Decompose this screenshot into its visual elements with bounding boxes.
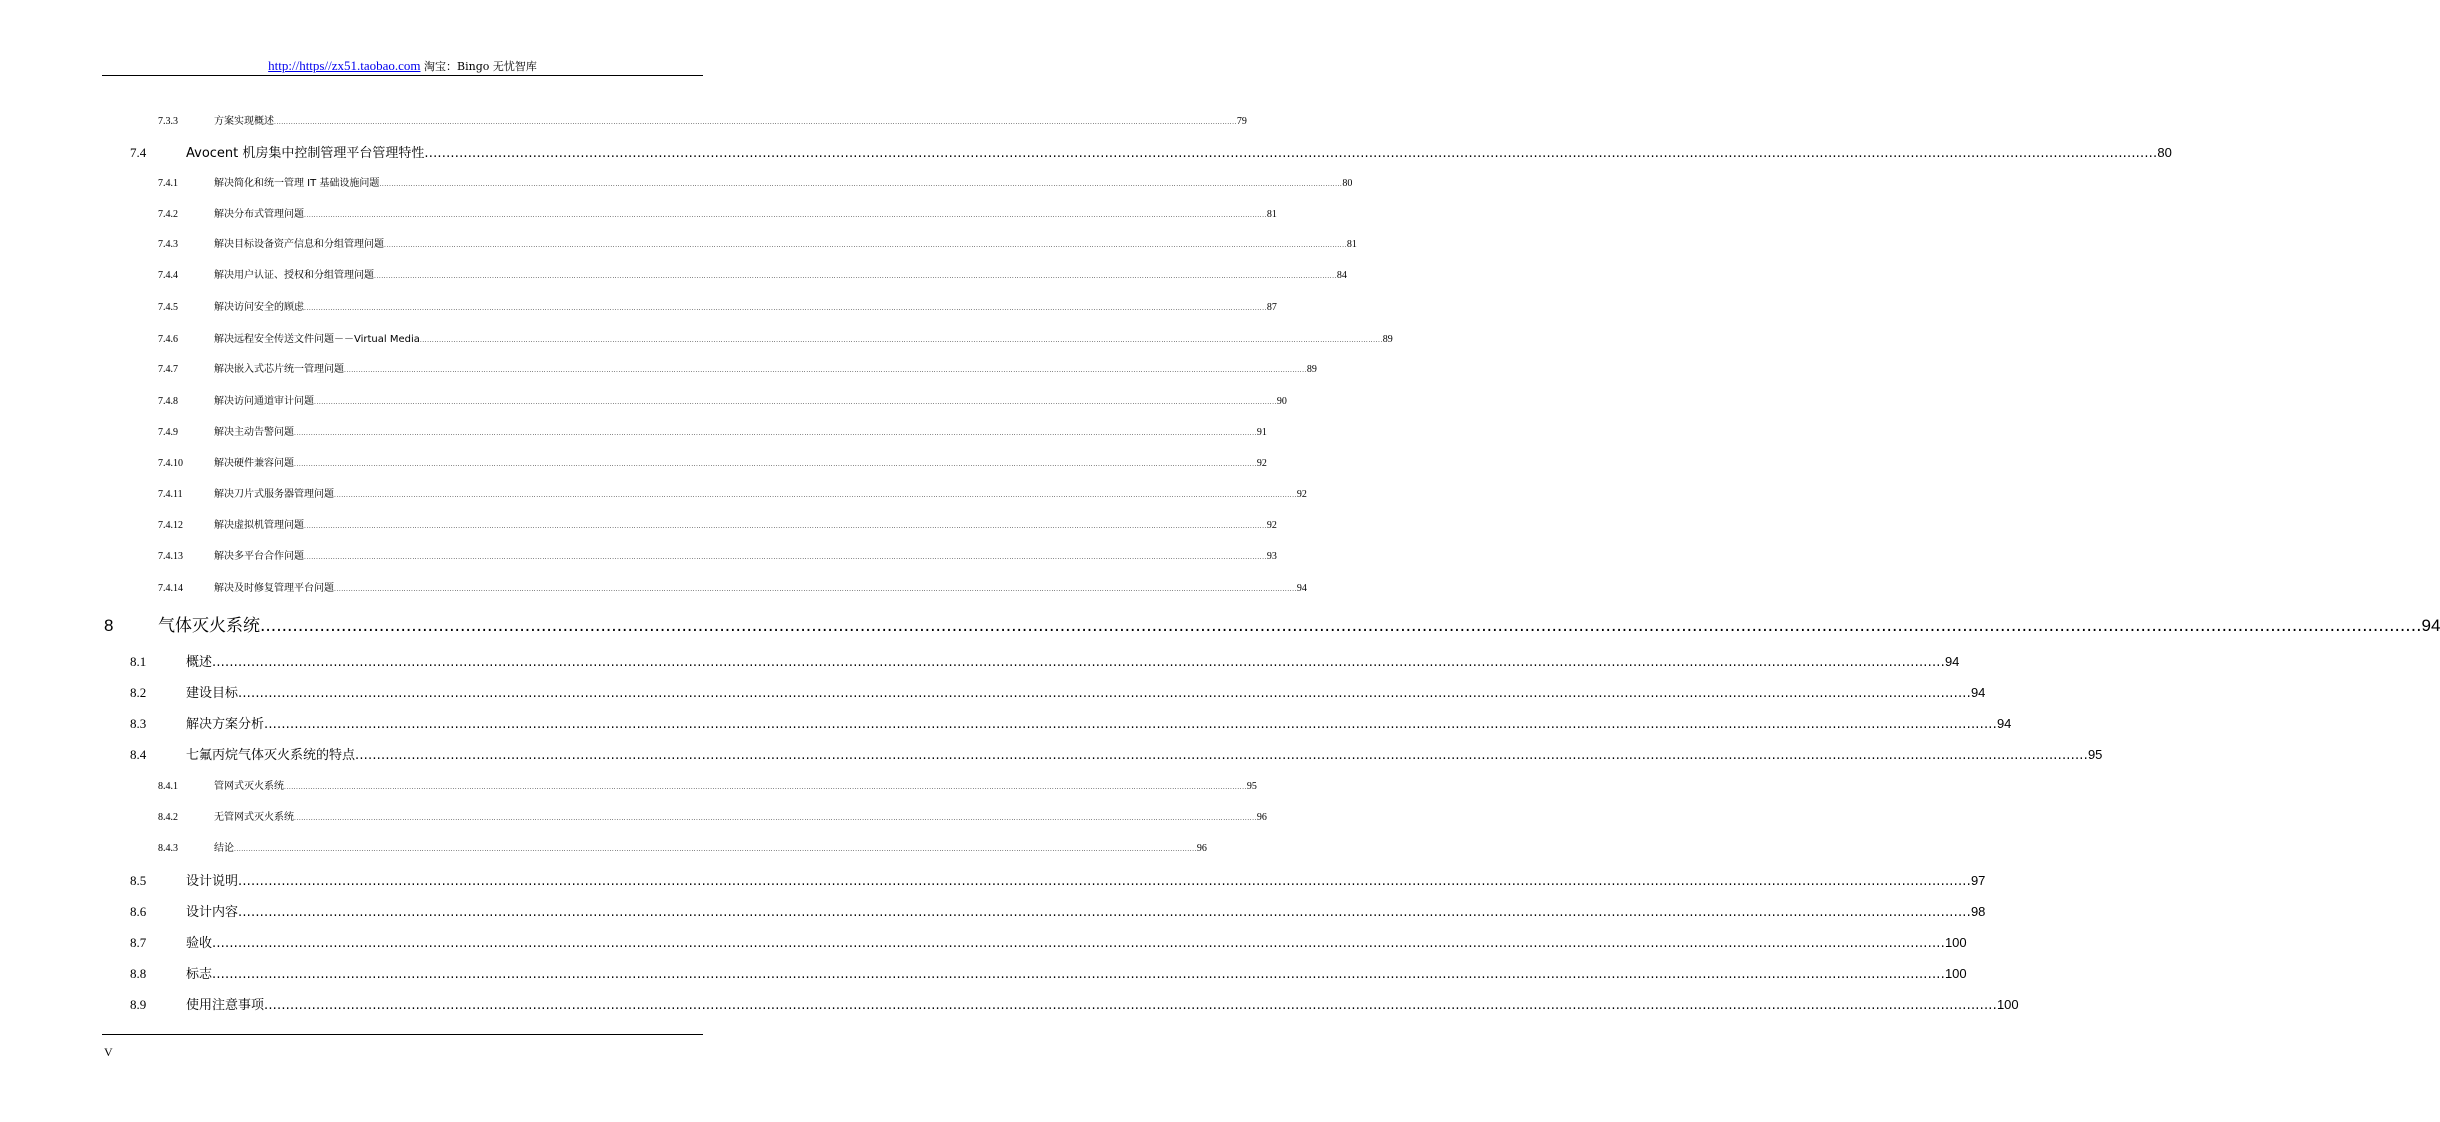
- toc-entry[interactable]: [0, 934, 1967, 952]
- page-header: [102, 57, 703, 75]
- toc-entry[interactable]: [0, 715, 2012, 733]
- toc-entry-leader: ................................................................................................................................................................................................................................................................................................................................................................................................................: [238, 905, 1971, 920]
- toc-entry-leader: ................................................................................................................................................................................................................................................................................................................................................................................................................: [304, 554, 1267, 561]
- toc-entry-title-line: [214, 780, 1257, 795]
- toc-entry-title-line: [186, 684, 1986, 703]
- toc-entry-title-line: [214, 363, 1317, 378]
- toc-entry-title-line: [214, 842, 1207, 857]
- toc-entry-leader: ................................................................................................................................................................................................................................................................................................................................................................................................................: [314, 399, 1277, 406]
- toc-entry-title: 解决访问安全的顾虑: [214, 302, 304, 313]
- toc-entry-number: 8.5: [130, 873, 147, 888]
- toc-entry-page: 97: [1970, 873, 1986, 888]
- toc-entry-leader: ................................................................................................................................................................................................................................................................................................................................................................................................................: [294, 815, 1257, 822]
- toc-entry-title: 验收: [186, 936, 213, 951]
- toc-entry-leader: ................................................................................................................................................................................................................................................................................................................................................................................................................: [379, 181, 1343, 188]
- toc-entry-leader: ................................................................................................................................................................................................................................................................................................................................................................................................................: [304, 523, 1267, 530]
- toc-entry-leader: ................................................................................................................................................................................................................................................................................................................................................................................................................: [264, 998, 1997, 1013]
- toc-entry-page: 92: [1256, 458, 1267, 469]
- footer-divider: [102, 1034, 703, 1035]
- toc-entry[interactable]: [0, 363, 1317, 377]
- toc-entry-title-line: [186, 965, 1967, 984]
- header-link[interactable]: http://https//zx51.taobao.com: [268, 58, 421, 73]
- toc-entry-page: 92: [1296, 489, 1307, 500]
- toc-entry-page: 94: [1296, 583, 1307, 594]
- toc-entry-title-line: [214, 208, 1277, 223]
- toc-entry-leader: ................................................................................................................................................................................................................................................................................................................................................................................................................: [260, 616, 2422, 636]
- toc-entry[interactable]: [0, 903, 1986, 921]
- toc-entry[interactable]: [0, 872, 1986, 890]
- toc-entry-number: 8.4.1: [158, 781, 178, 792]
- toc-entry-page: 92: [1266, 520, 1277, 531]
- toc-entry-title-line: [186, 996, 2019, 1015]
- toc-entry-leader: ................................................................................................................................................................................................................................................................................................................................................................................................................: [294, 430, 1257, 437]
- toc-entry-number: 7.4.3: [158, 239, 178, 250]
- toc-entry[interactable]: [0, 457, 1267, 471]
- toc-entry-leader: ................................................................................................................................................................................................................................................................................................................................................................................................................: [304, 212, 1267, 219]
- toc-entry-page: 100: [1944, 966, 1967, 981]
- toc-entry-title-line: [214, 177, 1353, 192]
- toc-entry-leader: ................................................................................................................................................................................................................................................................................................................................................................................................................: [424, 146, 2158, 161]
- toc-entry-title: 解决用户认证、授权和分组管理问题: [214, 270, 374, 281]
- toc-entry-number: 7.4.7: [158, 364, 178, 375]
- toc-entry-title: 气体灭火系统: [158, 616, 260, 636]
- toc-entry-number: 7.4.8: [158, 396, 178, 407]
- toc-entry-number: 8.1: [130, 654, 147, 669]
- header-text: 淘宝：Bingo 无忧智库: [420, 60, 537, 73]
- toc-entry-page: 98: [1970, 904, 1986, 919]
- toc-entry-title-line: [186, 903, 1986, 922]
- toc-entry-title: 解决主动告警问题: [214, 427, 294, 438]
- toc-entry-leader: ................................................................................................................................................................................................................................................................................................................................................................................................................: [374, 273, 1337, 280]
- toc-entry-leader: ................................................................................................................................................................................................................................................................................................................................................................................................................: [234, 846, 1197, 853]
- toc-entry-title-line: [214, 488, 1307, 503]
- toc-entry[interactable]: [0, 550, 1277, 564]
- toc-entry-title-line: [214, 811, 1267, 826]
- toc-entry-title-line: [214, 395, 1287, 410]
- toc-entry-number: 7.4.13: [158, 551, 183, 562]
- toc-entry[interactable]: [0, 684, 1986, 702]
- toc-entry-page: 87: [1266, 302, 1277, 313]
- header-divider: [102, 75, 703, 76]
- toc-entry-title: 解决方案分析: [186, 717, 265, 732]
- toc-entry-title: 无管网式灭火系统: [214, 812, 294, 823]
- toc-entry-number: 8.2: [130, 685, 147, 700]
- toc-entry-number: 7.4.2: [158, 209, 178, 220]
- toc-entry-title-line: [214, 426, 1267, 441]
- toc-entry[interactable]: [0, 301, 1277, 315]
- toc-entry-title-line: [214, 269, 1347, 284]
- toc-entry-title-line: [214, 550, 1277, 565]
- toc-entry[interactable]: [0, 996, 2019, 1014]
- toc-entry-number: 7.4.14: [158, 583, 183, 594]
- toc-entry-title-line: [186, 746, 2103, 765]
- toc-entry-title-line: [186, 872, 1986, 891]
- toc-entry[interactable]: [0, 177, 1353, 191]
- toc-entry-number: 7.4: [130, 145, 147, 160]
- toc-entry-title: 管网式灭火系统: [214, 781, 284, 792]
- toc-entry-page: 96: [1196, 843, 1207, 854]
- toc-entry-title: 解决简化和统一管理 IT 基础设施问题: [214, 178, 380, 189]
- toc-entry-title-line: [186, 653, 1960, 672]
- toc-entry-title-line: [186, 715, 2012, 734]
- toc-entry[interactable]: [0, 395, 1287, 409]
- toc-entry-leader: ................................................................................................................................................................................................................................................................................................................................................................................................................: [284, 784, 1247, 791]
- toc-entry-leader: ................................................................................................................................................................................................................................................................................................................................................................................................................: [212, 655, 1945, 670]
- toc-entry-leader: ................................................................................................................................................................................................................................................................................................................................................................................................................: [334, 492, 1297, 499]
- toc-entry[interactable]: [0, 333, 1393, 347]
- toc-entry[interactable]: [0, 615, 2440, 637]
- toc-entry-title: 方案实现概述: [214, 116, 274, 127]
- toc-entry-title: 标志: [186, 967, 213, 982]
- toc-entry[interactable]: [0, 582, 1307, 596]
- toc-entry[interactable]: [0, 144, 2172, 162]
- toc-entry-title: 解决多平台合作问题: [214, 551, 304, 562]
- toc-entry-number: 8: [104, 616, 114, 635]
- toc-entry-number: 7.4.11: [158, 489, 183, 500]
- toc-entry-title: 解决远程安全传送文件问题－－Virtual Media: [214, 334, 420, 345]
- toc-entry-page: 95: [1246, 781, 1257, 792]
- toc-entry-leader: ................................................................................................................................................................................................................................................................................................................................................................................................................: [238, 874, 1971, 889]
- toc-entry-page: 91: [1256, 427, 1267, 438]
- toc-entry-page: 80: [1342, 178, 1353, 189]
- toc-entry-page: 94: [1970, 685, 1986, 700]
- toc-entry-leader: ................................................................................................................................................................................................................................................................................................................................................................................................................: [294, 461, 1257, 468]
- toc-entry-number: 8.9: [130, 997, 147, 1012]
- toc-entry-title-line: [186, 144, 2172, 163]
- toc-entry-title: 解决刀片式服务器管理问题: [214, 489, 334, 500]
- toc-entry[interactable]: [0, 238, 1357, 252]
- toc-entry-title: 解决及时修复管理平台问题: [214, 583, 334, 594]
- toc-entry-number: 7.4.5: [158, 302, 178, 313]
- toc-entry-page: 96: [1256, 812, 1267, 823]
- toc-entry-title: 解决目标设备资产信息和分组管理问题: [214, 239, 384, 250]
- toc-entry[interactable]: [0, 842, 1207, 856]
- toc-entry-title-line: [214, 238, 1357, 253]
- toc-entry-number: 7.3.3: [158, 116, 178, 127]
- toc-entry-page: 100: [1996, 997, 2019, 1012]
- toc-entry-leader: ................................................................................................................................................................................................................................................................................................................................................................................................................: [304, 305, 1267, 312]
- toc-entry[interactable]: [0, 115, 1247, 129]
- toc-entry-number: 7.4.4: [158, 270, 178, 281]
- toc-entry-number: 8.8: [130, 966, 147, 981]
- toc-entry-number: 8.4.3: [158, 843, 178, 854]
- toc-entry[interactable]: [0, 269, 1347, 283]
- toc-entry-title-line: [214, 582, 1307, 597]
- toc-entry-page: 84: [1336, 270, 1347, 281]
- toc-entry-leader: ................................................................................................................................................................................................................................................................................................................................................................................................................: [355, 748, 2088, 763]
- toc-entry-leader: ................................................................................................................................................................................................................................................................................................................................................................................................................: [274, 119, 1237, 126]
- toc-entry-title-line: [214, 301, 1277, 316]
- toc-entry-page: 81: [1266, 209, 1277, 220]
- toc-entry-leader: ................................................................................................................................................................................................................................................................................................................................................................................................................: [264, 717, 1997, 732]
- toc-entry-number: 8.7: [130, 935, 147, 950]
- toc-entry[interactable]: [0, 426, 1267, 440]
- toc-entry-number: 8.6: [130, 904, 147, 919]
- toc-entry-page: 79: [1236, 116, 1247, 127]
- toc-entry-number: 7.4.9: [158, 427, 178, 438]
- toc-entry-number: 7.4.6: [158, 334, 178, 345]
- toc-entry-title-line: [214, 457, 1267, 472]
- toc-entry-leader: ................................................................................................................................................................................................................................................................................................................................................................................................................: [334, 586, 1297, 593]
- toc-entry-page: 95: [2087, 747, 2103, 762]
- toc-entry[interactable]: [0, 488, 1307, 502]
- toc-entry-page: 94: [2421, 616, 2440, 635]
- toc-entry-page: 80: [2157, 145, 2172, 160]
- toc-entry-leader: ................................................................................................................................................................................................................................................................................................................................................................................................................: [212, 967, 1945, 982]
- toc-entry-number: 8.3: [130, 716, 147, 731]
- toc-entry-page: 89: [1306, 364, 1317, 375]
- toc-entry[interactable]: [0, 811, 1267, 825]
- toc-entry-page: 81: [1346, 239, 1357, 250]
- toc-entry[interactable]: [0, 653, 1960, 671]
- toc-entry[interactable]: [0, 965, 1967, 983]
- toc-entry-number: 7.4.1: [158, 178, 178, 189]
- toc-entry-title: 解决嵌入式芯片统一管理问题: [214, 364, 344, 375]
- toc-entry-leader: ................................................................................................................................................................................................................................................................................................................................................................................................................: [212, 936, 1945, 951]
- toc-entry-title: 解决虚拟机管理问题: [214, 520, 304, 531]
- toc-entry-title: Avocent 机房集中控制管理平台管理特性: [186, 146, 425, 161]
- toc-entry-page: 94: [1944, 654, 1960, 669]
- toc-entry-number: 8.4.2: [158, 812, 178, 823]
- toc-entry-number: 7.4.12: [158, 520, 183, 531]
- toc-entry-title-line: [214, 519, 1277, 534]
- toc-entry-leader: ................................................................................................................................................................................................................................................................................................................................................................................................................: [344, 367, 1307, 374]
- toc-entry-title-line: [186, 934, 1967, 953]
- toc-entry-number: 7.4.10: [158, 458, 183, 469]
- toc-entry-title: 解决分布式管理问题: [214, 209, 304, 220]
- toc-entry-title: 解决硬件兼容问题: [214, 458, 294, 469]
- toc-entry-leader: ................................................................................................................................................................................................................................................................................................................................................................................................................: [419, 337, 1383, 344]
- toc-entry[interactable]: [0, 519, 1277, 533]
- toc-entry-title: 建设目标: [186, 686, 239, 701]
- toc-entry-number: 8.4: [130, 747, 147, 762]
- toc-entry-title: 结论: [214, 843, 234, 854]
- toc-entry-page: 100: [1944, 935, 1967, 950]
- toc-entry-leader: ................................................................................................................................................................................................................................................................................................................................................................................................................: [238, 686, 1971, 701]
- toc-entry-title: 设计说明: [186, 874, 239, 889]
- toc-entry-title: 设计内容: [186, 905, 239, 920]
- footer-page-number: V: [104, 1045, 113, 1059]
- toc-entry-page: 93: [1266, 551, 1277, 562]
- toc-entry[interactable]: [0, 780, 1257, 794]
- toc-entry[interactable]: [0, 208, 1277, 222]
- toc-entry-title: 七氟丙烷气体灭火系统的特点: [186, 748, 356, 763]
- toc-entry-page: 94: [1996, 716, 2012, 731]
- toc-entry-title-line: [158, 615, 2440, 637]
- toc-entry-page: 89: [1382, 334, 1393, 345]
- toc-entry[interactable]: [0, 746, 2103, 764]
- toc-entry-title-line: [214, 115, 1247, 130]
- toc-entry-title: 使用注意事项: [186, 998, 265, 1013]
- toc-entry-title-line: [214, 333, 1393, 348]
- toc-entry-leader: ................................................................................................................................................................................................................................................................................................................................................................................................................: [384, 242, 1347, 249]
- toc-entry-title: 解决访问通道审计问题: [214, 396, 314, 407]
- toc-entry-page: 90: [1276, 396, 1287, 407]
- toc-entry-title: 概述: [186, 655, 213, 670]
